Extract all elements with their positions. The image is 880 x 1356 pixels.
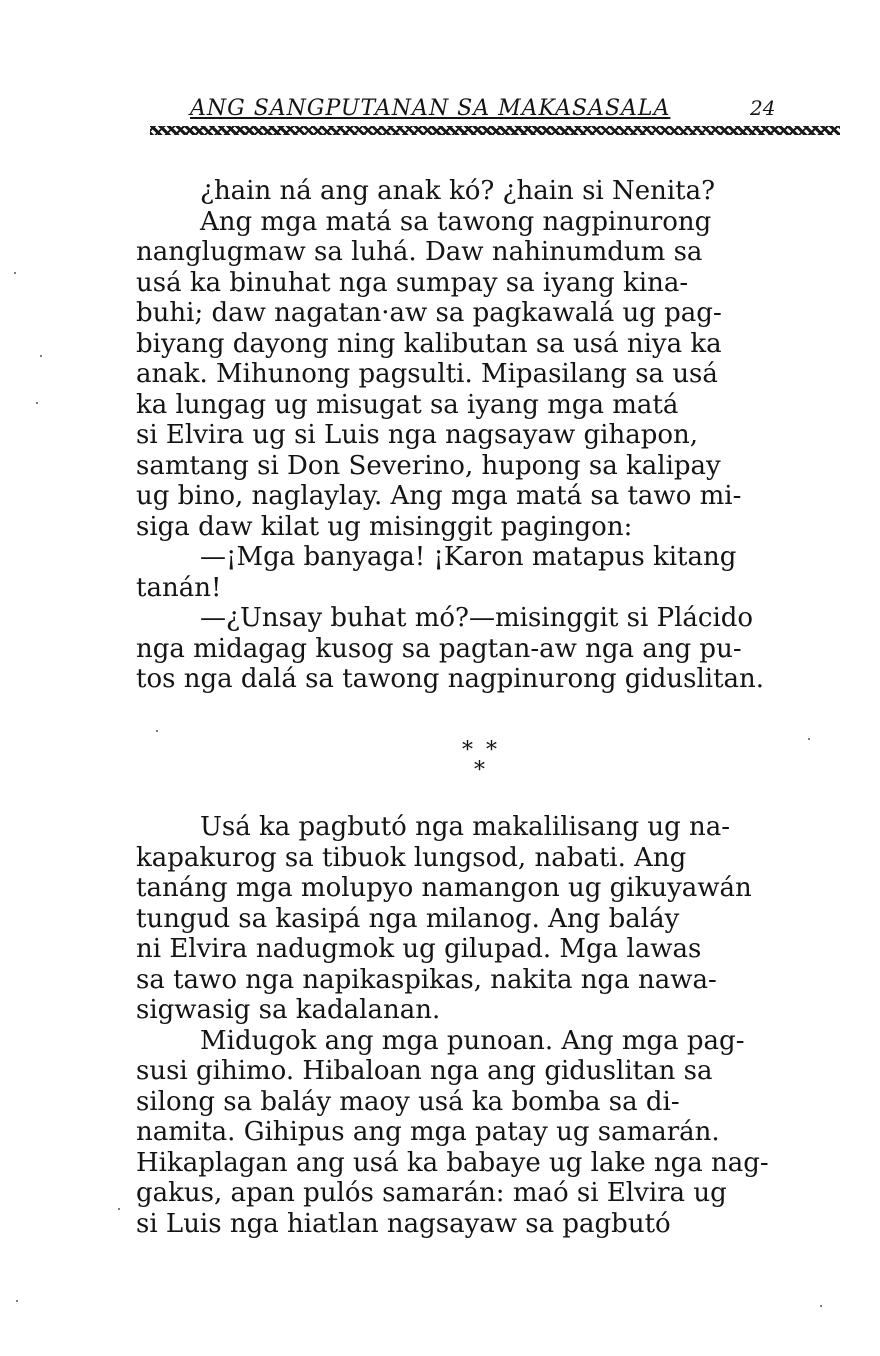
paragraph: —¿Unsay buhat mó?—misinggit si Plácido nga midagag kusog sa pagtan-aw nga ang pu- tos nga dalá sa tawong nagpinurong giduslitan. — [136, 603, 765, 694]
paragraph: ¿hain ná ang anak kó? ¿hain si Nenita? — [200, 176, 716, 206]
paragraph: —¡Mga banyaga! ¡Karon matapus kitang tanán! — [136, 542, 737, 603]
header-ornament-rule — [150, 126, 840, 135]
paper-speck — [156, 730, 158, 732]
paper-speck — [16, 1300, 18, 1302]
asterisk: * — [486, 738, 497, 763]
paper-speck — [808, 738, 810, 740]
text-section-1 — [136, 176, 828, 695]
paper-speck — [36, 402, 38, 404]
page-number: 24 — [750, 96, 776, 120]
running-title: ANG SANGPUTANAN SA MAKASASALA — [190, 96, 671, 121]
paper-speck — [820, 1305, 822, 1307]
paper-speck — [40, 355, 42, 357]
paper-speck — [118, 1208, 120, 1210]
page-header — [150, 96, 840, 136]
asterisk: * — [474, 758, 485, 783]
paragraph: Ang mga matá sa tawong nagpinurong nanglugmaw sa luhá. Daw nahinumdum sa usá ka binuhat nga sumpay sa iyang kina- buhi; daw nagatan·aw sa pagkawalá ug pag- biyang dayong ning kalibutan sa usá niya ka anak. Mihunong pagsulti. Mipasilang sa usá ka lungag ug misugat sa iyang mga matá si Elvira ug si Luis nga nagsayaw gihapon, samtang si Don Severino, hupong sa kalipay ug bino, naglaylay. Ang mga matá sa tawo mi- siga daw kilat ug misinggit pagingon: — [136, 206, 742, 542]
text-section-2 — [136, 812, 828, 1239]
paragraph: Midugok ang mga punoan. Ang mga pag- susi gihimo. Hibaloan nga ang giduslitan sa silong sa baláy maoy usá ka bomba sa di- namita. Gihipus ang mga patay ug samarán. Hikaplagan ang usá ka babaye ug lake nga nag- gakus, apan pulós samarán: maó si Elvira ug si Luis nga hiatlan nagsayaw sa pagbutó — [136, 1025, 769, 1239]
paragraph: Usá ka pagbutó nga makalilisang ug na- kapakurog sa tibuok lungsod, nabati. Ang tanáng mga molupyo namangon ug gikuyawán tungud sa kasipá nga milanog. Ang baláy ni Elvira nadugmok ug gilupad. Mga lawas sa tawo nga napikaspikas, nakita nga nawa- sigwasig sa kadalanan. — [136, 812, 752, 1025]
asterisk: * — [462, 738, 473, 763]
paper-speck — [14, 272, 16, 274]
section-break-asterism — [450, 738, 510, 784]
